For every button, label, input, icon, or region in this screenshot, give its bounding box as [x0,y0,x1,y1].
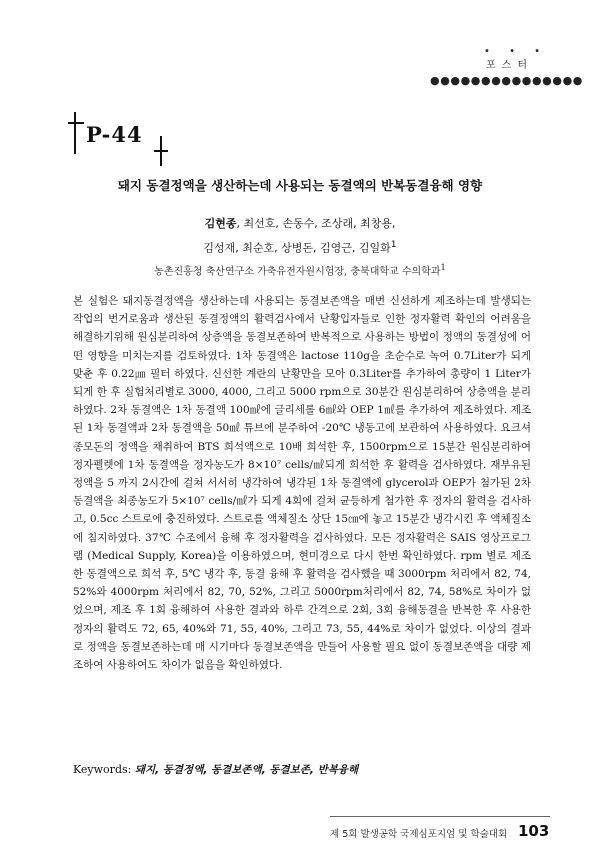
author-list [0,213,600,259]
header-decor-dots: • • • [484,46,549,57]
presenting-author: 김현종 [204,217,237,230]
paper-title: 돼지 동결정액을 생산하는데 사용되는 동결액의 반복동결융해 영향 [117,178,483,193]
affiliation-text: 농촌진흥청 축산연구소 가축유전자원시험장, 충북대학교 수의학과 [154,266,441,278]
author-line-1 [0,213,600,234]
affiliation-marker: 1 [440,262,446,272]
code-frame-right-tick [154,150,168,152]
poster-code: P-44 [86,122,143,147]
keywords-terms: 돼지, 동결정액, 동결보존액, 동결보존, 반복융해 [134,764,359,776]
code-frame-left-tick [68,122,84,124]
footer-rule [330,816,550,817]
coauthors-line-1: , 최선호, 손동수, 조상래, 최창용, [236,217,396,230]
affiliation [0,262,600,277]
coauthors-line-2: 김성재, 최순호, 상병돈, 김영근, 김일화 [203,241,391,255]
author-affil-marker: 1 [390,239,397,250]
keywords-label: Keywords: [73,763,132,776]
page-number: 103 [518,822,550,840]
section-label: 포스터 [486,60,533,71]
header-dot-row: ●●●●●●●●●●●●●●● [430,74,583,87]
footer-conference: 제 5회 발생공학 국제심포지엄 및 학술대회 [330,829,508,840]
code-frame-left-bar [74,112,76,154]
abstract-body: 본 실험은 돼지동결정액을 생산하는데 사용되는 동결보존액을 매번 신선하게 제조하는데 발생되는 작업의 번거로움과 생산된 동결정액의 활력검사에서 난황입자들로 인한 정자활력 확인의 어려움을 해결하기위해 원심분리하여 상층액을 동결보존하여 반복적으로 사용하는 방법이 정액의 동결성에 어떤 영향을 미치는지를 검토하였다. 1차 동결액은 lactose 110g을 초순수로 녹여 0.7Liter가 되게 맞춘 후 0.22㎛ 필터 하였다. 신선한 계란의 난황만을 모아 0.3Liter를 추가하여 총량이 1 Liter가 되게 한 후 실험처리별로 3000, 4000, 그리고 5000 rpm으로 30분간 원심분리하여 상층액을 분리하였다. 2차 동결액은 1차 동결액 100㎖에 글리세롤 6㎖와 OEP 1㎖를 추가하여 제조하였다. 제조된 1차 동결액과 2차 동결액을 50㎖ 튜브에 분주하여 -20℃ 냉동고에 보관하여 사용하였다. 요크셔 종모돈의 정액을 채취하여 BTS 희석액으로 10배 희석한 후, 1500rpm으로 15분간 원심분리하여 정자펠렛에 1차 동결액을 정자농도가 8×10⁷ cells/㎖되게 희석한 후 활력을 검사하였다. 재부유된 정액을 5 까지 2시간에 걸쳐 서서히 냉각하여 냉각된 1차 동결액에 glycerol과 OEP가 첨가된 2차 동결액을 최종농도가 5×10⁷ cells/㎖가 되게 4회에 걸쳐 균등하게 첨가한 후 정자의 활력을 검사하고, 0.5cc 스트로에 충진하였다. 스트로를 액체질소 상단 15㎝에 놓고 15분간 냉각시킨 후 액체질소에 침지하였다. 37℃ 수조에서 융해 후 정자활력을 검사하였다. 모든 정자활력은 SAIS 영상프로그램 (Medical Supply, Korea)을 이용하였으며, 현미경으로 다시 한번 확인하였다. rpm 별로 제조한 동결액으로 희석 후, 5℃ 냉각 후, 동결 융해 후 활력을 검사했을 때 3000rpm 처리에서 82, 74, 52%와 4000rpm 처리에서 82, 70, 52%, 그리고 5000rpm처리에서 82, 74, 58%로 차이가 없었으며, 제조 후 1회 융해하여 사용한 결과와 하루 간격으로 2회, 3회 융해동결을 반복한 후 사용한 정자의 활력도 72, 65, 40%와 71, 55, 40%, 그리고 73, 55, 44%로 차이가 없었다. 이상의 결과로 정액을 동결보존하는데 매 시기마다 동결보존액을 만들어 사용할 필요 없이 동결보존액을 대량 제조하여 사용하여도 차이가 없음을 확인하였다. [73,295,531,672]
author-line-2 [0,234,600,259]
keywords [73,762,358,777]
